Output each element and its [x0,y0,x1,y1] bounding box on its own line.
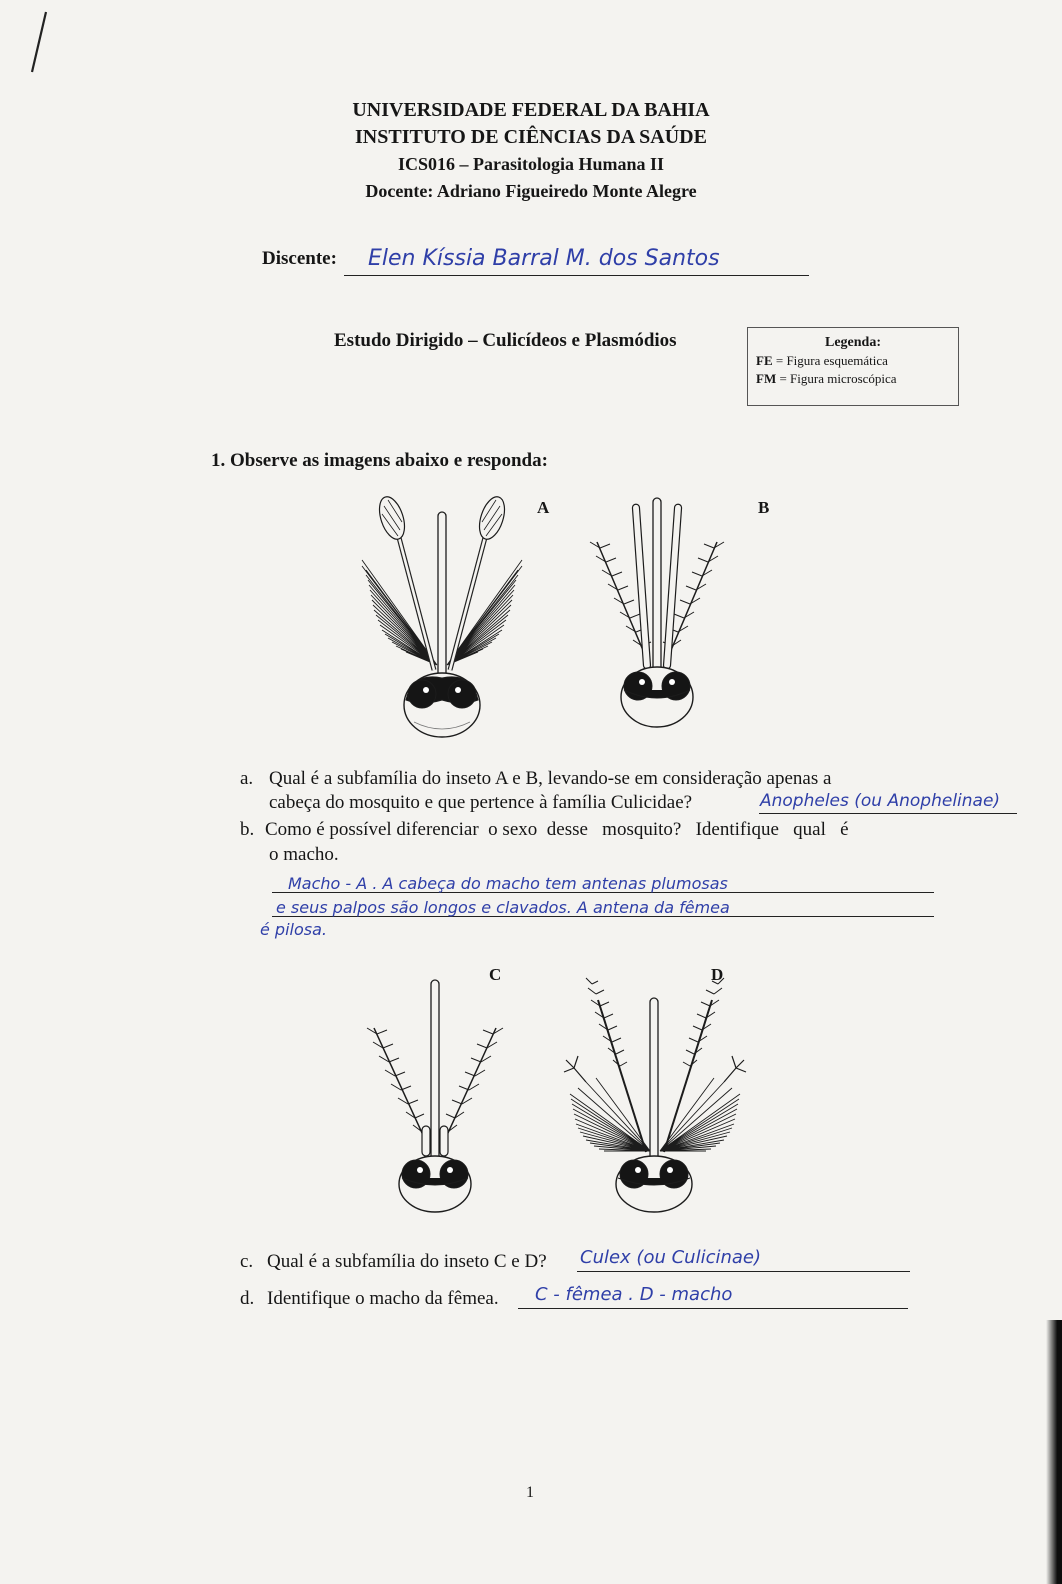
figure-label-c: C [489,965,502,984]
student-label: Discente: [262,248,337,269]
question-a-text-line2: cabeça do mosquito e que pertence à família Culicidae? [269,792,693,813]
legend-fm: FM = Figura microscópica [756,371,897,386]
answer-d-underline [518,1308,908,1309]
student-underline [344,275,809,276]
question-c: c. Qual é a subfamília do inseto C e D? Culex (ou Culicinae) [240,1250,940,1280]
figure-label-b: B [758,498,770,517]
question-b-text-line2: o macho. [269,844,339,865]
answer-b-line1: Macho - A . A cabeça do macho tem antenas plumosas [288,874,728,893]
institute-name: INSTITUTO DE CIÊNCIAS DA SAÚDE [355,126,707,148]
answer-c: Culex (ou Culicinae) [580,1247,762,1268]
question-d-text: Identifique o macho da fêmea. [267,1288,499,1309]
answer-b-line2: e seus palpos são longos e clavados. A antena da fêmea [276,898,730,917]
question-1-prompt: 1. Observe as imagens abaixo e responda: [211,450,548,471]
document-header [0,97,1062,205]
student-field [262,246,822,280]
course-name: ICS016 – Parasitologia Humana II [397,154,665,174]
study-title: Estudo Dirigido – Culicídeos e Plasmódios [334,330,677,351]
answer-a-underline [759,813,1017,814]
mosquito-head-figure-c [360,976,510,1216]
mosquito-head-figure-b [582,492,732,732]
question-d: d. Identifique o macho da fêmea. C - fêmea . D - macho [240,1287,940,1317]
university-name: UNIVERSIDADE FEDERAL DA BAHIA [352,99,710,121]
scan-edge-shadow [1046,1320,1062,1584]
question-a-text-line1: Qual é a subfamília do inseto A e B, levando-se em consideração apenas a [269,768,832,789]
answer-d: C - fêmea . D - macho [535,1284,733,1305]
legend-fe: FE = Figura esquemática [756,353,888,368]
mosquito-head-figure-a [352,500,532,740]
teacher-name: Docente: Adriano Figueiredo Monte Alegre [365,181,697,201]
legend-box [747,327,959,406]
answer-c-underline [577,1271,910,1272]
question-b: b. Como é possível diferenciar o sexo desse mosquito? Identifique qual é o macho. Macho - A . A cabeça do macho tem antenas plumosas e seus palpos são longos e clavados. A antena da fêmea é pilosa. [240,818,1000,958]
mosquito-head-figure-d [560,976,750,1216]
legend-title: Legenda: [825,335,881,350]
figure-label-d: D [711,965,724,984]
margin-slash-mark [26,10,50,81]
answer-b-line3: é pilosa. [260,920,327,939]
page-number: 1 [526,1484,534,1501]
figure-label-a: A [537,498,550,517]
answer-a: Anopheles (ou Anophelinae) [760,791,1001,811]
question-b-text-line1: Como é possível diferenciar o sexo desse mosquito? Identifique qual é [265,819,849,840]
question-a: a. Qual é a subfamília do inseto A e B, levando-se em consideração apenas a cabeça do mosquito e que pertence à família Culicidae? Anopheles (ou Anophelinae) [240,767,1030,819]
student-name: Elen Kíssia Barral M. dos Santos [368,246,720,271]
question-c-text: Qual é a subfamília do inseto C e D? [267,1251,547,1272]
